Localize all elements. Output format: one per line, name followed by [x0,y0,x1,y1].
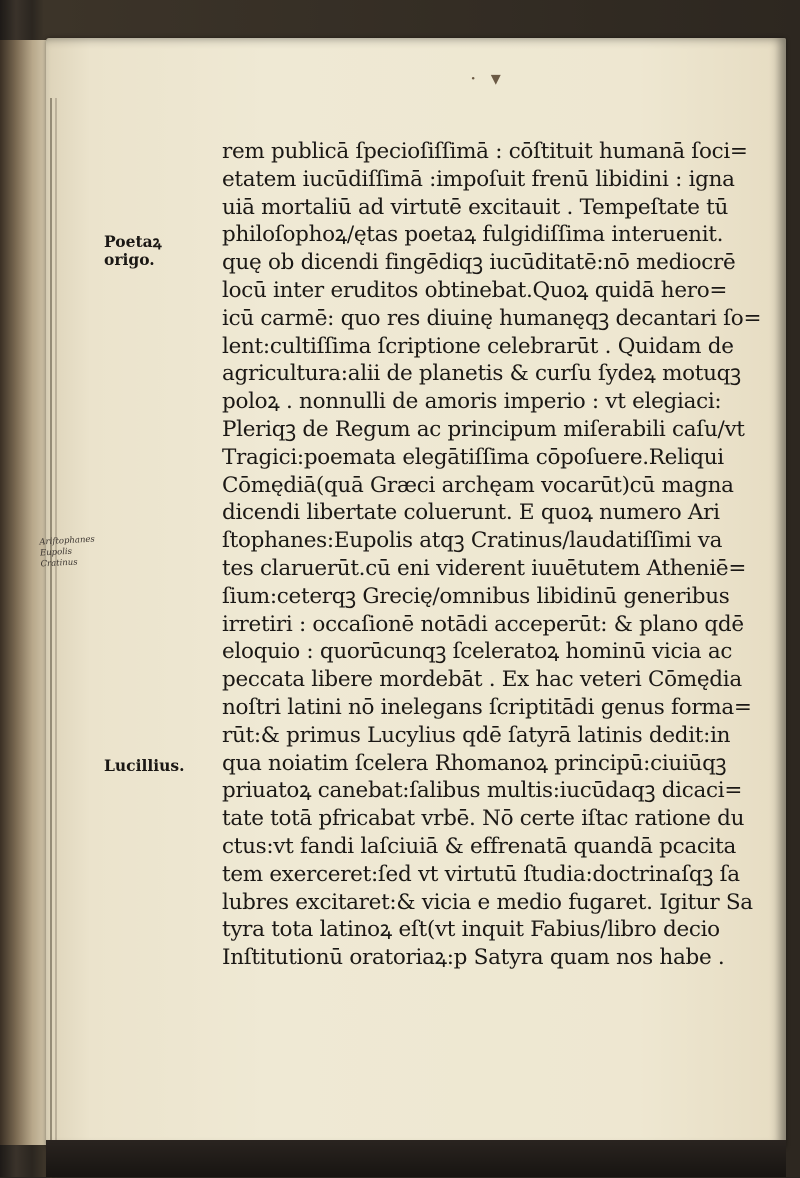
marginal-note-poetarum-origo [104,233,162,269]
text-line: tyra tota latinoꝝ eſt(vt inquit Fabius/libro decio [222,917,720,943]
text-line: lubres excitaret:& vicia e medio fugaret. Igitur Sa [222,889,753,915]
marginal-note-line: Poetaꝝ [104,232,162,251]
text-line: Cōmędiā(quā Græci archęam vocarūt)cū magna [222,472,734,498]
text-line: ſtophanes:Eupolis atqꝫ Cratinus/laudatiſſimi va [222,528,723,554]
text-line: tate totā pfricabat vrbē. Nō certe iſtac ratione du [222,806,745,832]
text-line: dicendi libertate coluerunt. E quoꝝ numero Ari [222,500,720,526]
manuscript-annotation [39,535,96,571]
manuscript-line: Eupolis [39,546,73,559]
text-line: philoſophoꝝ/ętas poetaꝝ fulgidiſſima interuenit. [222,222,724,248]
text-line: Tragici:poemata elegātiſſima cōpoſuere.Reliqui [222,444,724,470]
text-line: uiā mortaliū ad virtutē excitauit . Tempeſtate tū [222,194,729,220]
text-line: eloquio : quorūcunqꝫ ſceleratoꝝ hominū vicia ac [222,639,733,665]
book-gutter [0,40,46,1145]
text-line: agricultura:alii de planetis & curſu ſydeꝝ motuqꝫ [222,361,741,387]
page-edge-line [55,98,57,1178]
page-edge-line [50,98,52,1178]
marginal-note-line: origo. [104,250,155,269]
text-line: lent:cultiſſima ſcriptione celebrarūt . Quidam de [222,333,734,359]
text-line: poloꝝ . nonnulli de amoris imperio : vt elegiaci: [222,389,722,415]
text-line: noſtri latini nō inelegans ſcriptitādi genus forma= [222,694,752,720]
page-header-mark: · ▾ [470,66,505,90]
marginal-note-lucillius: Lucillius. [104,756,185,775]
text-line: irretiri : occaſionē notādi acceperūt: & plano qdē [222,611,744,637]
text-line: priuatoꝝ canebat:ſalibus multis:iucūdaqꝫ dicaci= [222,778,743,804]
page-bottom-edge [46,1140,786,1177]
text-line: rem publicā ſpecioſiſſimā : cōſtituit humanā ſoci= [222,139,748,164]
text-line: qua noiatim ſcelera Rhomanoꝝ principū:ciuiūqꝫ [222,750,727,776]
text-line: tem exerceret:ſed vt virtutū ſtudia:doctrinaſqꝫ ſa [222,861,740,887]
body-text [222,138,792,972]
text-line: Inſtitutionū oratoriaꝝ:p Satyra quam nos habe . [222,945,725,971]
text-line: rūt:& primus Lucylius qdē ſatyrā latinis dedit:in [222,722,731,748]
text-line: peccata libere mordebāt . Ex hac veteri Cōmędia [222,667,742,693]
text-line: Pleriqꝫ de Regum ac principum miſerabili caſu/vt [222,416,745,442]
text-line: quę ob dicendi fingēdiqꝫ iucūditatē:nō mediocrē [222,250,736,276]
text-line: etatem iucūdiſſimā :impoſuit frenū libidini : igna [222,166,735,192]
text-line: tes claruerūt.cū eni viderent iuuētutem Atheniē= [222,555,747,581]
manuscript-line: Ariſtophanes [39,534,96,548]
text-line: locū inter eruditos obtinebat.Quoꝝ quidā hero= [222,277,728,303]
text-line: ſium:ceterqꝫ Grecię/omnibus libidinū generibus [222,583,730,609]
text-line: icū carmē: quo res diuinę humanęqꝫ decantari ſo= [222,305,762,331]
manuscript-line: Cratinus [40,557,78,570]
text-line: ctus:vt fandi laſciuiā & effrenatā quandā pcacita [222,833,737,859]
